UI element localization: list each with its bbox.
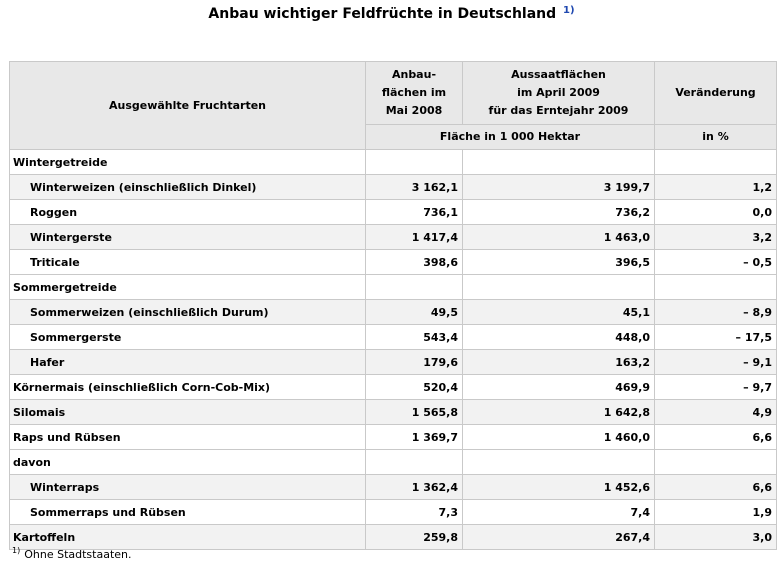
area-2009-value: 267,4 [463, 525, 655, 550]
area-2009-value: 396,5 [463, 250, 655, 275]
change-value: 1,9 [655, 500, 777, 525]
header-row [10, 62, 777, 125]
area-2008-value: 1 362,4 [366, 475, 463, 500]
change-value: – 17,5 [655, 325, 777, 350]
table-row [10, 300, 777, 325]
area-2008-value: 1 565,8 [366, 400, 463, 425]
crop-label: Hafer [10, 350, 366, 375]
table-row [10, 150, 777, 175]
change-value: 1,2 [655, 175, 777, 200]
crop-label: Sommerraps und Rübsen [10, 500, 366, 525]
footnote [12, 548, 132, 561]
table-row [10, 475, 777, 500]
area-2009-value [463, 150, 655, 175]
area-2009-value: 1 463,0 [463, 225, 655, 250]
change-value: 6,6 [655, 475, 777, 500]
area-2008-value: 1 369,7 [366, 425, 463, 450]
area-2009-value: 469,9 [463, 375, 655, 400]
change-value: 6,6 [655, 425, 777, 450]
crop-table [9, 61, 777, 550]
header-area-2008 [366, 62, 463, 125]
change-value [655, 450, 777, 475]
area-2009-value: 45,1 [463, 300, 655, 325]
crop-label: Körnermais (einschließlich Corn-Cob-Mix) [10, 375, 366, 400]
change-value: – 9,1 [655, 350, 777, 375]
table-row [10, 250, 777, 275]
area-2009-value: 448,0 [463, 325, 655, 350]
crop-label: Winterraps [10, 475, 366, 500]
change-value: – 0,5 [655, 250, 777, 275]
area-2008-value: 520,4 [366, 375, 463, 400]
crop-label: Raps und Rübsen [10, 425, 366, 450]
area-2009-value [463, 450, 655, 475]
crop-label: Roggen [10, 200, 366, 225]
area-2009-value: 1 460,0 [463, 425, 655, 450]
area-2008-value: 543,4 [366, 325, 463, 350]
crop-label: davon [10, 450, 366, 475]
table-row [10, 325, 777, 350]
header-line: Aussaatflächen [511, 68, 606, 81]
area-2009-value [463, 275, 655, 300]
change-value [655, 275, 777, 300]
header-line: flächen im [381, 86, 447, 99]
crop-label: Kartoffeln [10, 525, 366, 550]
area-2008-value: 398,6 [366, 250, 463, 275]
crop-label: Wintergetreide [10, 150, 366, 175]
area-2009-value: 163,2 [463, 350, 655, 375]
table-row [10, 225, 777, 250]
unit-area: Fläche in 1 000 Hektar [366, 125, 655, 150]
change-value: 4,9 [655, 400, 777, 425]
crop-label: Winterweizen (einschließlich Dinkel) [10, 175, 366, 200]
crop-label: Sommergetreide [10, 275, 366, 300]
table-row [10, 525, 777, 550]
unit-percent: in % [655, 125, 777, 150]
header-change: Veränderung [655, 62, 777, 125]
area-2008-value: 3 162,1 [366, 175, 463, 200]
table-row [10, 500, 777, 525]
area-2008-value: 736,1 [366, 200, 463, 225]
table-row [10, 175, 777, 200]
area-2009-value: 7,4 [463, 500, 655, 525]
crop-label: Triticale [10, 250, 366, 275]
table-row [10, 350, 777, 375]
crop-label: Silomais [10, 400, 366, 425]
table-row [10, 450, 777, 475]
page-title-text: Anbau wichtiger Feldfrüchte in Deutschland [208, 6, 557, 22]
change-value: – 9,7 [655, 375, 777, 400]
header-crop-types: Ausgewählte Fruchtarten [10, 62, 366, 150]
header-line: für das Erntejahr 2009 [488, 104, 629, 117]
area-2008-value: 49,5 [366, 300, 463, 325]
change-value: 0,0 [655, 200, 777, 225]
crop-label: Sommerweizen (einschließlich Durum) [10, 300, 366, 325]
table-row [10, 400, 777, 425]
area-2009-value: 1 452,6 [463, 475, 655, 500]
area-2009-value: 3 199,7 [463, 175, 655, 200]
footnote-ref-link[interactable]: 1) [563, 5, 575, 16]
footnote-text: Ohne Stadtstaaten. [24, 548, 132, 561]
header-area-2009 [463, 62, 655, 125]
area-2008-value: 7,3 [366, 500, 463, 525]
table-row [10, 200, 777, 225]
header-line: Mai 2008 [385, 104, 443, 117]
page-title [0, 6, 783, 22]
crop-label: Wintergerste [10, 225, 366, 250]
area-2008-value [366, 150, 463, 175]
change-value: 3,2 [655, 225, 777, 250]
area-2008-value: 179,6 [366, 350, 463, 375]
crop-label: Sommergerste [10, 325, 366, 350]
area-2009-value: 1 642,8 [463, 400, 655, 425]
footnote-marker: 1) [12, 546, 21, 555]
table-row [10, 275, 777, 300]
change-value: 3,0 [655, 525, 777, 550]
area-2008-value [366, 450, 463, 475]
table-row [10, 425, 777, 450]
area-2008-value: 259,8 [366, 525, 463, 550]
header-line: Anbau- [391, 68, 437, 81]
change-value: – 8,9 [655, 300, 777, 325]
area-2008-value: 1 417,4 [366, 225, 463, 250]
area-2009-value: 736,2 [463, 200, 655, 225]
change-value [655, 150, 777, 175]
table-row [10, 375, 777, 400]
area-2008-value [366, 275, 463, 300]
header-line: im April 2009 [517, 86, 600, 99]
